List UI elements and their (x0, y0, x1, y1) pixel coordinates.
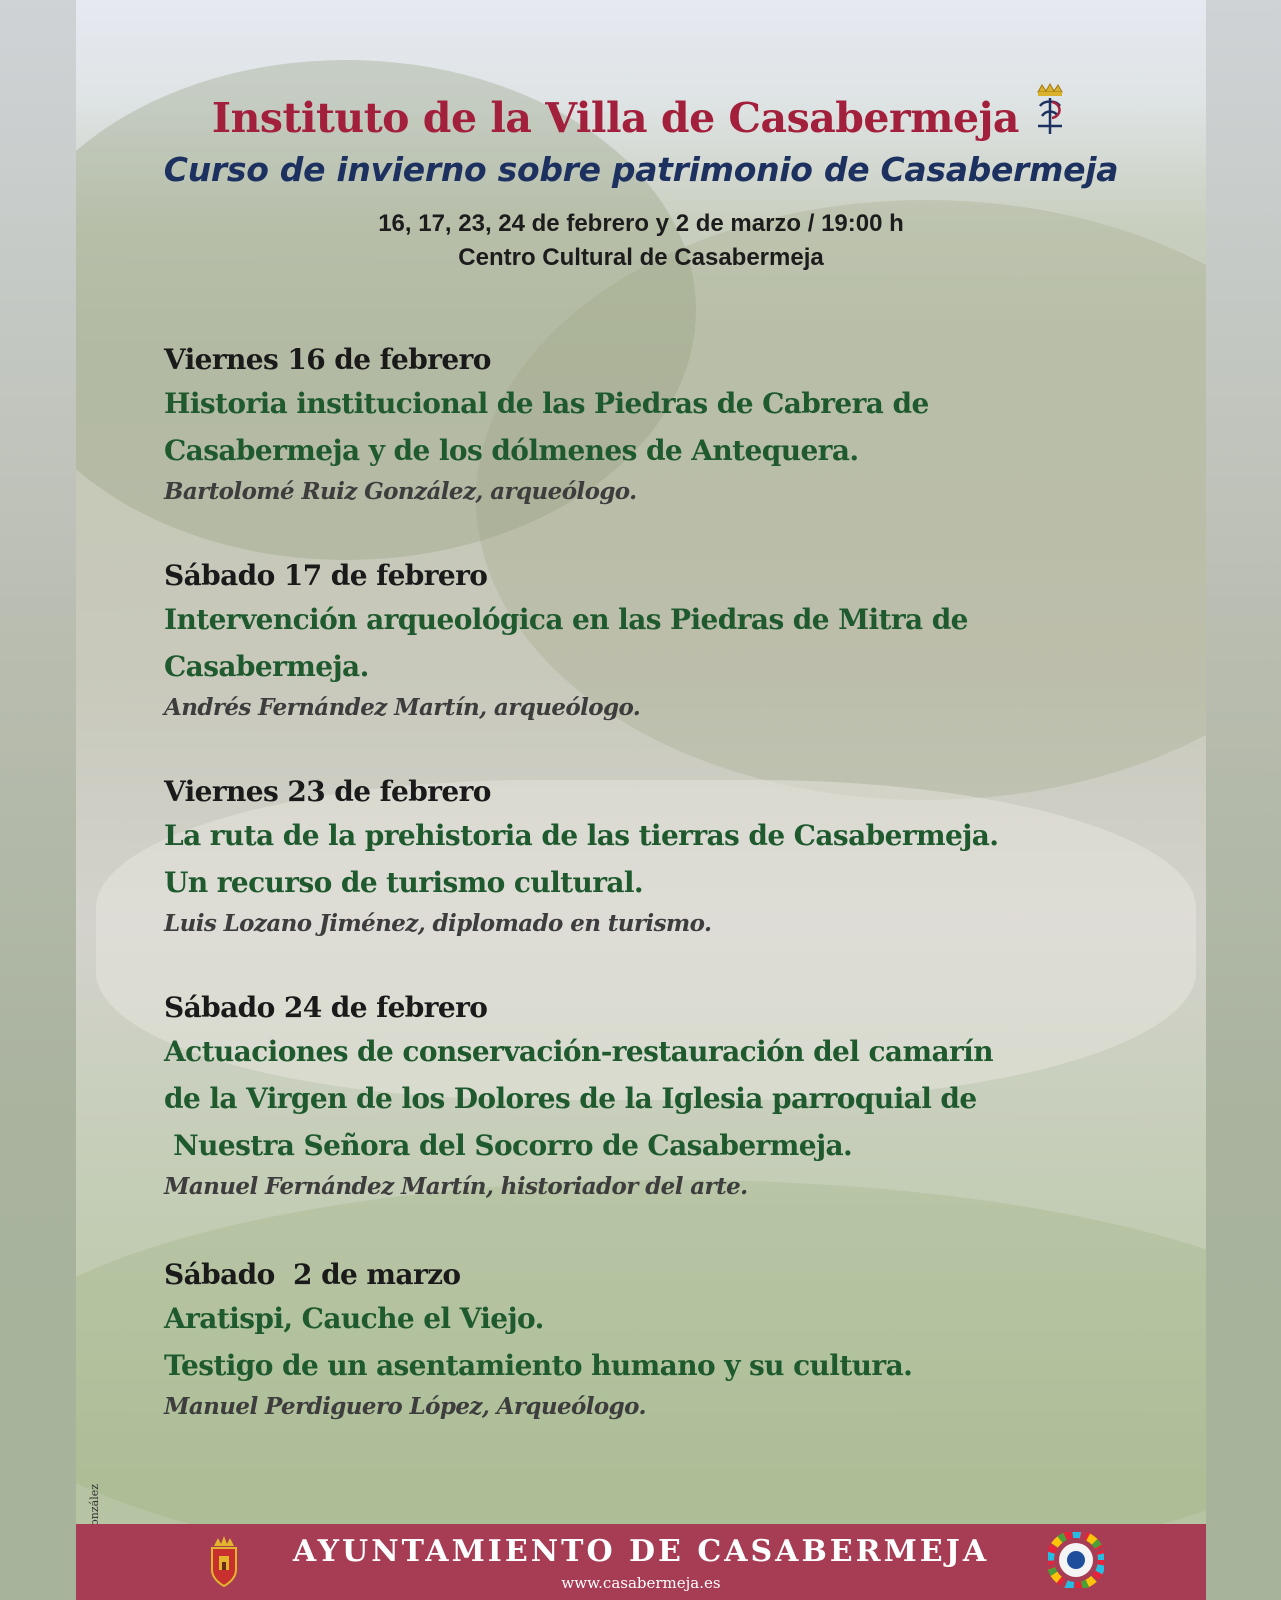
session-speaker: Manuel Perdiguero López, Arqueólogo. (164, 1393, 646, 1420)
session (164, 1255, 1164, 1425)
session (164, 556, 1164, 726)
session (164, 988, 1164, 1205)
session-day: Viernes 16 de febrero (164, 343, 491, 376)
session-title-line: Un recurso de turismo cultural. (164, 866, 644, 899)
session-title-line: Casabermeja. (164, 650, 369, 683)
left-blur-border (0, 0, 76, 1600)
session-speaker: Manuel Fernández Martín, historiador del arte. (164, 1173, 748, 1200)
session-day: Sábado 2 de marzo (164, 1258, 461, 1291)
org-title: Instituto de la Villa de Casabermeja (211, 94, 1019, 142)
program-list (164, 340, 1164, 1425)
session (164, 772, 1164, 942)
crest-icon (1030, 82, 1070, 140)
session-title-line: La ruta de la prehistoria de las tierras de Casabermeja. (164, 819, 999, 852)
footer-org-name: AYUNTAMIENTO DE CASABERMEJA (292, 1534, 990, 1569)
session-day: Viernes 23 de febrero (164, 775, 491, 808)
footer-bar (76, 1524, 1206, 1600)
session-title-line: Historia institucional de las Piedras de Cabrera de (164, 387, 929, 420)
session-title-line: Actuaciones de conservación-restauración del camarín (164, 1035, 993, 1068)
session-title-line: Aratispi, Cauche el Viejo. (164, 1302, 544, 1335)
session-speaker: Luis Lozano Jiménez, diplomado en turismo. (164, 910, 712, 937)
session-title-line: Casabermeja y de los dólmenes de Antequera. (164, 434, 859, 467)
poster-header (76, 82, 1206, 275)
session (164, 340, 1164, 510)
session-title-line: de la Virgen de los Dolores de la Iglesia parroquial de (164, 1082, 977, 1115)
session-day: Sábado 24 de febrero (164, 991, 488, 1024)
session-speaker: Bartolomé Ruiz González, arqueólogo. (164, 478, 637, 505)
event-dates (76, 207, 1206, 275)
session-day: Sábado 17 de febrero (164, 559, 488, 592)
session-title-line: Intervención arqueológica en las Piedras de Mitra de (164, 603, 968, 636)
dates-line: 16, 17, 23, 24 de febrero y 2 de marzo / 19:00 h (378, 210, 904, 237)
sdg-wheel-icon (1048, 1532, 1104, 1588)
session-title-line: Nuestra Señora del Socorro de Casabermeja. (164, 1129, 853, 1162)
session-title-line: Testigo de un asentamiento humano y su cultura. (164, 1349, 913, 1382)
venue-line: Centro Cultural de Casabermeja (458, 244, 824, 271)
poster (76, 0, 1206, 1600)
session-speaker: Andrés Fernández Martín, arqueólogo. (164, 694, 641, 721)
footer-website-link[interactable]: www.casabermeja.es (561, 1574, 721, 1592)
right-blur-border (1206, 0, 1281, 1600)
course-title: Curso de invierno sobre patrimonio de Casabermeja (163, 150, 1119, 189)
